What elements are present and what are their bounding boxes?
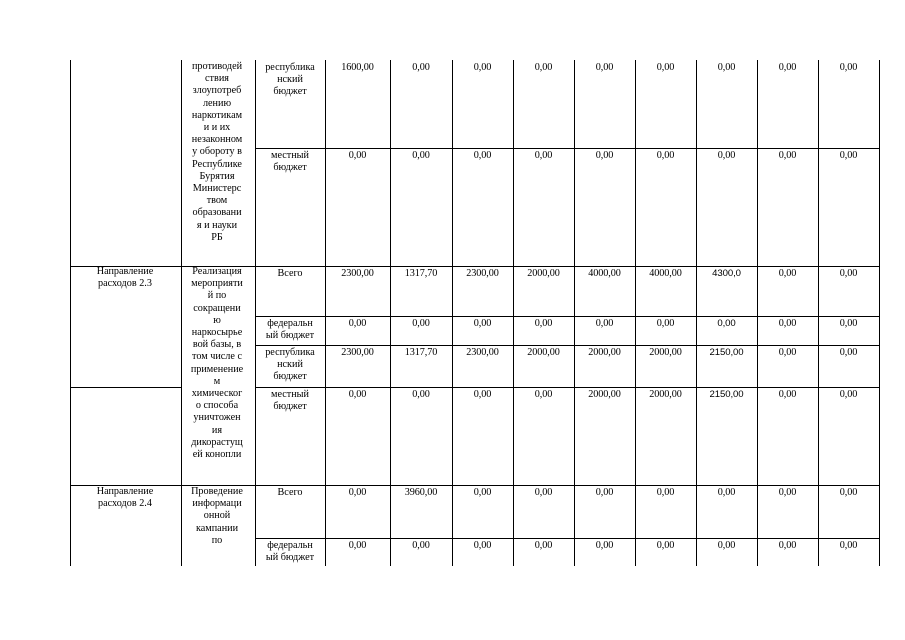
- activity-cell: Реализация мероприяти й по сокращени ю наркосырье вой базы, в том числе с применение м химическог о способа уничтожен ия дикорастущ ей конопли: [190, 266, 244, 461]
- value-cell: 0,00: [348, 318, 367, 329]
- value-cell: 0,00: [595, 62, 614, 73]
- direction-cell: Направление расходов 2.3: [96, 266, 154, 290]
- value-cell: 0,00: [839, 487, 858, 498]
- funding-source-cell: местный бюджет: [271, 389, 309, 413]
- value-cell: 2000,00: [588, 347, 621, 358]
- value-cell: 2000,00: [649, 347, 682, 358]
- direction-cell: Направление расходов 2.4: [96, 486, 154, 510]
- value-cell: 2300,00: [466, 347, 499, 358]
- value-cell: 2000,00: [588, 389, 621, 400]
- row-rule: [255, 345, 879, 346]
- value-cell: 4000,00: [588, 268, 621, 279]
- value-cell: 0,00: [534, 389, 553, 400]
- value-cell: 2300,00: [341, 347, 374, 358]
- value-cell: 0,00: [778, 318, 797, 329]
- value-cell: 0,00: [348, 540, 367, 551]
- activity-cell: Проведение информаци онной кампании по: [191, 486, 243, 546]
- value-cell: 2150,00: [709, 347, 744, 358]
- value-cell: 0,00: [839, 268, 858, 279]
- value-cell: 4000,00: [649, 268, 682, 279]
- value-cell: 0,00: [656, 487, 675, 498]
- value-cell: 0,00: [473, 389, 492, 400]
- value-cell: 0,00: [778, 389, 797, 400]
- value-cell: 0,00: [412, 540, 430, 551]
- value-cell: 0,00: [412, 150, 430, 161]
- value-cell: 0,00: [348, 389, 367, 400]
- value-cell: 0,00: [778, 62, 797, 73]
- value-cell: 0,00: [656, 62, 675, 73]
- value-cell: 2000,00: [527, 268, 560, 279]
- value-cell: 0,00: [656, 150, 675, 161]
- row-rule: [255, 387, 879, 388]
- value-cell: 3960,00: [404, 487, 438, 498]
- value-cell: 0,00: [595, 150, 614, 161]
- value-cell: 0,00: [839, 540, 858, 551]
- value-cell: 0,00: [778, 487, 797, 498]
- value-cell: 0,00: [717, 540, 736, 551]
- value-cell: 0,00: [778, 268, 797, 279]
- value-cell: 0,00: [595, 540, 614, 551]
- value-cell: 0,00: [778, 347, 797, 358]
- value-cell: 0,00: [717, 318, 736, 329]
- value-cell: 0,00: [348, 150, 367, 161]
- value-cell: 0,00: [595, 487, 614, 498]
- column-rule: [879, 60, 880, 566]
- value-cell: 0,00: [534, 540, 553, 551]
- value-cell: 0,00: [839, 150, 858, 161]
- value-cell: 0,00: [595, 318, 614, 329]
- value-cell: 0,00: [473, 318, 492, 329]
- value-cell: 0,00: [534, 318, 553, 329]
- value-cell: 0,00: [473, 150, 492, 161]
- value-cell: 0,00: [839, 62, 858, 73]
- value-cell: 0,00: [778, 150, 797, 161]
- value-cell: 2300,00: [341, 268, 374, 279]
- value-cell: 0,00: [534, 150, 553, 161]
- row-rule: [70, 387, 181, 388]
- funding-source-cell: местный бюджет: [271, 150, 309, 174]
- value-cell: 0,00: [839, 389, 858, 400]
- row-rule: [255, 148, 879, 149]
- value-cell: 0,00: [473, 62, 492, 73]
- row-rule: [255, 316, 879, 317]
- value-cell: 0,00: [473, 487, 492, 498]
- value-cell: 4300,0: [712, 268, 741, 279]
- value-cell: 0,00: [839, 318, 858, 329]
- value-cell: 2300,00: [466, 268, 499, 279]
- value-cell: 0,00: [473, 540, 492, 551]
- value-cell: 0,00: [717, 487, 736, 498]
- funding-source-cell: федеральн ый бюджет: [265, 540, 315, 564]
- value-cell: 0,00: [348, 487, 367, 498]
- value-cell: 0,00: [717, 150, 736, 161]
- value-cell: 1317,70: [404, 268, 438, 279]
- value-cell: 2000,00: [649, 389, 682, 400]
- activity-cell: противодей ствия злоупотреб лению наркотикам и и их незаконном у обороту в Республике Бурятия Министерс твом образовани я и науки РБ: [191, 61, 243, 243]
- value-cell: 0,00: [534, 487, 553, 498]
- value-cell: 0,00: [656, 318, 675, 329]
- value-cell: 2150,00: [709, 389, 744, 400]
- value-cell: 0,00: [656, 540, 675, 551]
- value-cell: 1600,00: [341, 62, 374, 73]
- funding-source-cell: федеральн ый бюджет: [265, 318, 315, 342]
- value-cell: 2000,00: [527, 347, 560, 358]
- value-cell: 0,00: [534, 62, 553, 73]
- funding-source-cell: Всего: [277, 487, 303, 498]
- value-cell: 0,00: [778, 540, 797, 551]
- funding-source-cell: республика нский бюджет: [265, 347, 315, 383]
- value-cell: 0,00: [412, 389, 430, 400]
- funding-source-cell: Всего: [277, 268, 303, 279]
- value-cell: 0,00: [412, 62, 430, 73]
- value-cell: 0,00: [717, 62, 736, 73]
- value-cell: 0,00: [839, 347, 858, 358]
- value-cell: 0,00: [412, 318, 430, 329]
- row-rule: [255, 538, 879, 539]
- funding-source-cell: республика нский бюджет: [265, 62, 315, 98]
- value-cell: 1317,70: [404, 347, 438, 358]
